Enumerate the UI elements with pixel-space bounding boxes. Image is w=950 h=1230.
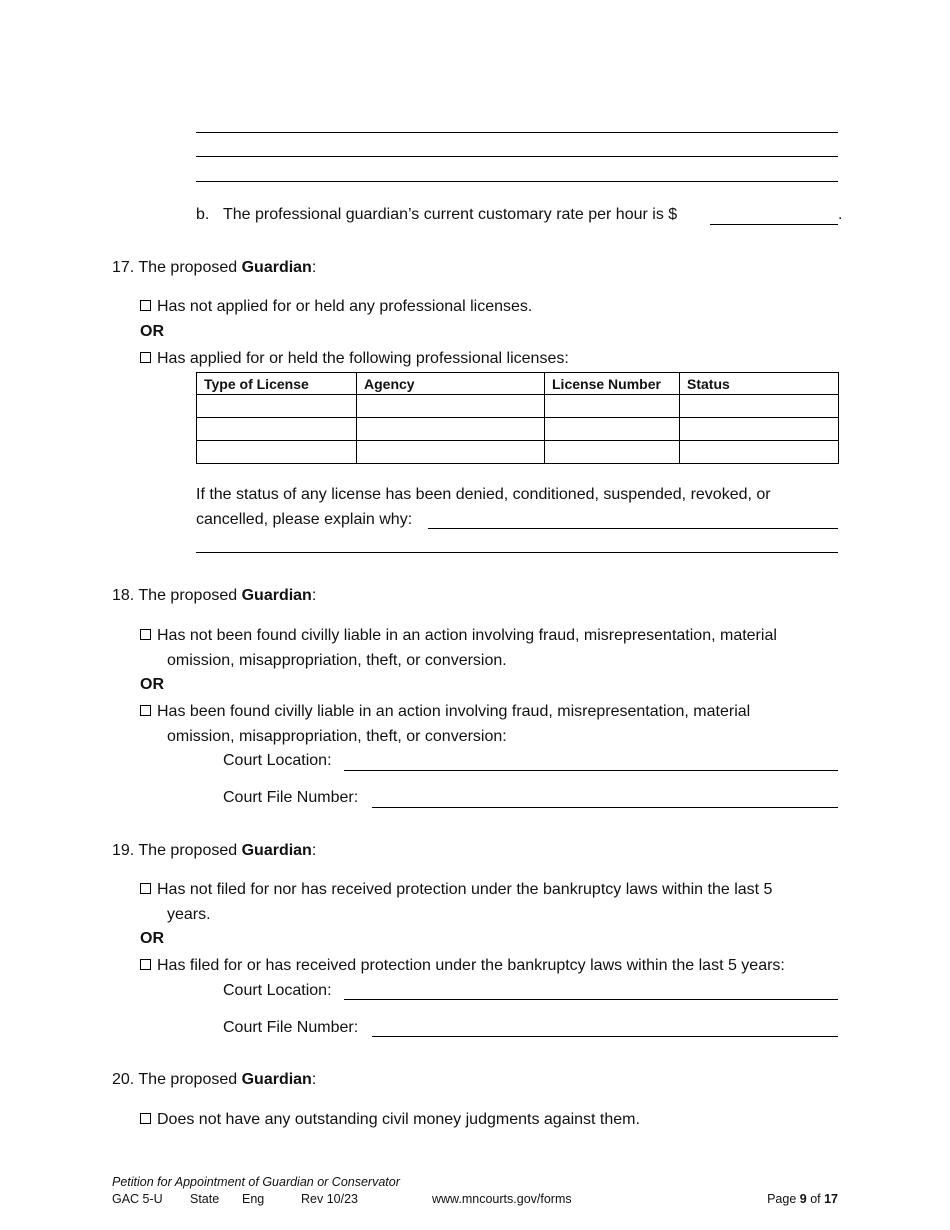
item18-option1-line2: omission, misappropriation, theft, or conversion.: [167, 652, 507, 669]
item19-option1-line1: Has not filed for nor has received protection under the bankruptcy laws within the last 5: [157, 881, 773, 898]
item17-option1-text: Has not applied for or held any professional licenses.: [157, 298, 533, 315]
item20-bold: Guardian: [241, 1071, 312, 1088]
item18-court-location-label: Court Location:: [223, 752, 332, 769]
explain-field-1[interactable]: [428, 528, 838, 529]
item17-bold: Guardian: [241, 259, 312, 276]
item19-heading: [112, 841, 316, 861]
page-of: of: [806, 1192, 825, 1206]
col-type-of-license: Type of License: [197, 373, 357, 395]
item18-option2-line2: omission, misappropriation, theft, or conversion:: [167, 728, 507, 745]
item17-option1[interactable]: [140, 297, 532, 317]
item19-lead: The proposed: [138, 842, 242, 859]
item18-number: 18.: [112, 587, 135, 604]
item19-bold: Guardian: [241, 842, 312, 859]
footer-url[interactable]: www.mncourts.gov/forms: [432, 1192, 572, 1206]
table-cell[interactable]: [545, 441, 680, 464]
item18-court-file-field[interactable]: [372, 807, 838, 808]
item19-court-file-label: Court File Number:: [223, 1019, 359, 1036]
item19-court-location-field[interactable]: [344, 999, 838, 1000]
col-license-number: License Number: [545, 373, 680, 395]
col-agency: Agency: [357, 373, 545, 395]
license-table-header: [197, 373, 839, 395]
table-cell[interactable]: [680, 395, 839, 418]
footer-page-number: [767, 1191, 838, 1207]
footer-state: State: [190, 1192, 220, 1206]
item19-court-location-label: Court Location:: [223, 982, 332, 999]
item19-option1[interactable]: [140, 880, 772, 900]
item18-option1-line1: Has not been found civilly liable in an action involving fraud, misrepresentation, material: [157, 627, 777, 644]
page-prefix: Page: [767, 1192, 800, 1206]
item18-court-location-field[interactable]: [344, 770, 838, 771]
item16b-label: b.: [196, 206, 210, 223]
item17-option2[interactable]: [140, 349, 569, 369]
item17-explain-line1: If the status of any license has been denied, conditioned, suspended, revoked, or: [196, 486, 771, 503]
checkbox-icon[interactable]: [140, 352, 151, 363]
table-cell[interactable]: [357, 418, 545, 441]
item19-number: 19.: [112, 842, 135, 859]
table-cell[interactable]: [545, 418, 680, 441]
checkbox-icon[interactable]: [140, 959, 151, 970]
item17-explain-line2: cancelled, please explain why:: [196, 511, 413, 528]
answer-line-1[interactable]: [196, 132, 838, 133]
checkbox-icon[interactable]: [140, 1113, 151, 1124]
answer-line-2[interactable]: [196, 156, 838, 157]
answer-line-3[interactable]: [196, 181, 838, 182]
item18-heading: [112, 586, 316, 606]
item20-heading: [112, 1070, 316, 1090]
item18-or: OR: [140, 676, 164, 693]
table-cell[interactable]: [197, 441, 357, 464]
item19-court-file-field[interactable]: [372, 1036, 838, 1037]
footer-revision: Rev 10/23: [301, 1192, 358, 1206]
table-cell[interactable]: [545, 395, 680, 418]
item19-option2[interactable]: [140, 956, 785, 976]
item19-colon: :: [311, 842, 317, 859]
license-table: [196, 372, 839, 464]
checkbox-icon[interactable]: [140, 300, 151, 311]
table-cell[interactable]: [357, 395, 545, 418]
item18-bold: Guardian: [241, 587, 312, 604]
checkbox-icon[interactable]: [140, 705, 151, 716]
item19-option2-text: Has filed for or has received protection under the bankruptcy laws within the last 5 years:: [157, 957, 785, 974]
col-status: Status: [680, 373, 839, 395]
table-row: [197, 441, 839, 464]
table-cell[interactable]: [680, 418, 839, 441]
table-cell[interactable]: [680, 441, 839, 464]
item16b-text: The professional guardian’s current customary rate per hour is $: [223, 206, 678, 223]
item18-colon: :: [311, 587, 317, 604]
item17-number: 17.: [112, 259, 135, 276]
item18-option2-line1: Has been found civilly liable in an action involving fraud, misrepresentation, material: [157, 703, 751, 720]
item17-option2-text: Has applied for or held the following professional licenses:: [157, 350, 569, 367]
item20-option1-text: Does not have any outstanding civil money judgments against them.: [157, 1111, 640, 1128]
item18-court-file-label: Court File Number:: [223, 789, 359, 806]
item19-or: OR: [140, 930, 164, 947]
table-cell[interactable]: [197, 395, 357, 418]
checkbox-icon[interactable]: [140, 883, 151, 894]
checkbox-icon[interactable]: [140, 629, 151, 640]
table-row: [197, 395, 839, 418]
page-total: 17: [824, 1192, 838, 1206]
item18-lead: The proposed: [138, 587, 242, 604]
footer-form-code: GAC 5-U: [112, 1192, 163, 1206]
item18-option2[interactable]: [140, 702, 750, 722]
item17-lead: The proposed: [138, 259, 242, 276]
hourly-rate-field[interactable]: [710, 224, 838, 225]
table-cell[interactable]: [197, 418, 357, 441]
explain-field-2[interactable]: [196, 552, 838, 553]
item20-lead: The proposed: [138, 1071, 242, 1088]
item19-option1-line2: years.: [167, 906, 211, 923]
table-row: [197, 418, 839, 441]
item20-colon: :: [311, 1071, 317, 1088]
item20-option1[interactable]: [140, 1110, 640, 1130]
footer-language: Eng: [242, 1192, 265, 1206]
item20-number: 20.: [112, 1071, 135, 1088]
table-cell[interactable]: [357, 441, 545, 464]
item17-heading: [112, 258, 316, 278]
footer-title: Petition for Appointment of Guardian or Conservator: [112, 1175, 400, 1189]
item16b-period: .: [838, 206, 843, 223]
item17-or: OR: [140, 323, 164, 340]
item18-option1[interactable]: [140, 626, 777, 646]
page-current: 9: [799, 1192, 807, 1206]
item17-colon: :: [311, 259, 317, 276]
